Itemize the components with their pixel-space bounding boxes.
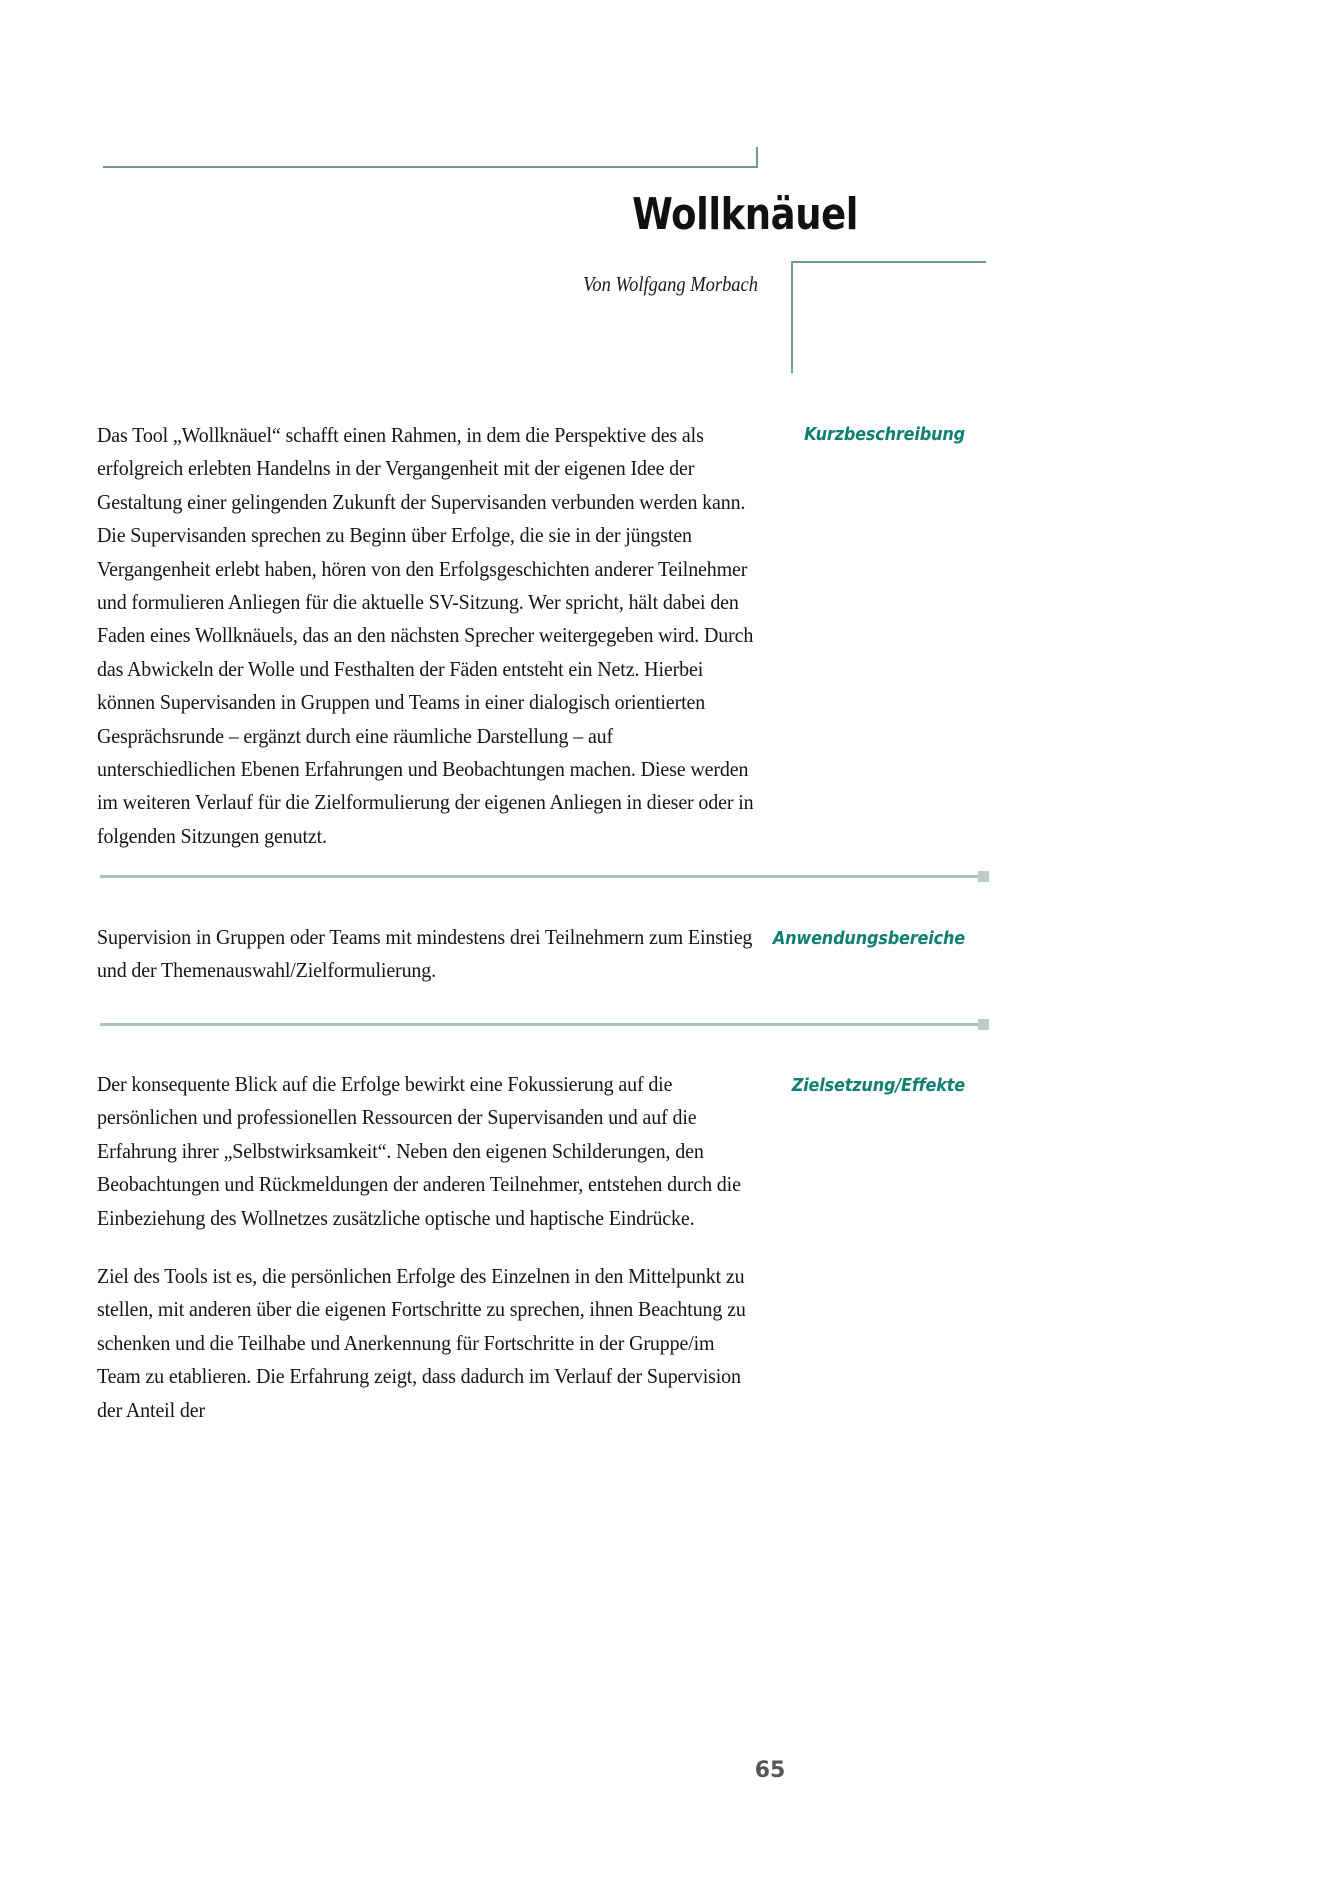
section-body-zielsetzung-effekte	[97, 1068, 757, 1427]
header-rule-top	[103, 166, 758, 168]
paragraph: Ziel des Tools ist es, die persönlichen Erfolge des Einzelnen in den Mittelpunkt zu stellen, mit anderen über die eigenen Fortschritte zu sprechen, ihnen Beachtung zu schenken und die Teilhabe und Anerkennung für Fortschritte in der Gruppe/im Team zu etablieren. Die Erfahrung zeigt, dass dadurch im Verlauf der Supervision der Anteil der	[97, 1264, 746, 1422]
header-rule-second	[791, 261, 986, 263]
paragraph: Supervision in Gruppen oder Teams mit mindestens drei Teilnehmern zum Einstieg und der Themenauswahl/Zielformulierung.	[97, 925, 753, 983]
header-rule-top-tick	[756, 147, 758, 168]
section-body-anwendungsbereiche	[97, 921, 757, 988]
section-label-zielsetzung-effekte: Zielsetzung/Effekte	[791, 1076, 965, 1096]
section-divider	[100, 875, 980, 878]
paragraph: Das Tool „Wollknäuel“ schafft einen Rahmen, in dem die Perspektive des als erfolgreich erlebten Handelns in der Vergangenheit mit der eigenen Idee der Gestaltung einer gelingenden Zukunft der Supervisanden verbunden werden kann. Die Supervisanden sprechen zu Beginn über Erfolge, die sie in der jüngsten Vergangenheit erlebt haben, hören von den Erfolgsgeschichten anderer Teilnehmer und formulieren Anliegen für die aktuelle SV-Sitzung. Wer spricht, hält dabei den Faden eines Wollknäuels, das an den nächsten Sprecher weitergegeben wird. Durch das Abwickeln der Wolle und Festhalten der Fäden entsteht ein Netz. Hierbei können Supervisanden in Gruppen und Teams in einer dialogisch orientierten Gesprächsrunde – ergänzt durch eine räumliche Darstellung – auf unterschiedlichen Ebenen Erfahrungen und Beobachtungen machen. Diese werden im weiteren Verlauf für die Zielformulierung der eigenen Anliegen in dieser oder in folgenden Sitzungen genutzt.	[97, 423, 754, 848]
section-label-kurzbeschreibung: Kurzbeschreibung	[804, 425, 965, 445]
page-title: Wollknäuel	[632, 189, 858, 240]
section-divider	[100, 1023, 980, 1026]
header-rule-second-tick	[791, 261, 793, 373]
paragraph: Der konsequente Blick auf die Erfolge bewirkt eine Fokussierung auf die persönlichen und professionellen Ressourcen der Supervisanden und auf die Erfahrung ihrer „Selbstwirksamkeit“. Neben den eigenen Schilderungen, den Beobachtungen und Rückmeldungen der anderen Teilnehmer, entstehen durch die Einbeziehung des Wollnetzes zusätzliche optische und haptische Eindrücke.	[97, 1072, 741, 1230]
section-body-kurzbeschreibung	[97, 419, 757, 853]
page-number: 65	[754, 1758, 786, 1783]
byline-author: Von Wolfgang Morbach	[583, 272, 758, 296]
section-label-anwendungsbereiche: Anwendungsbereiche	[772, 929, 965, 949]
